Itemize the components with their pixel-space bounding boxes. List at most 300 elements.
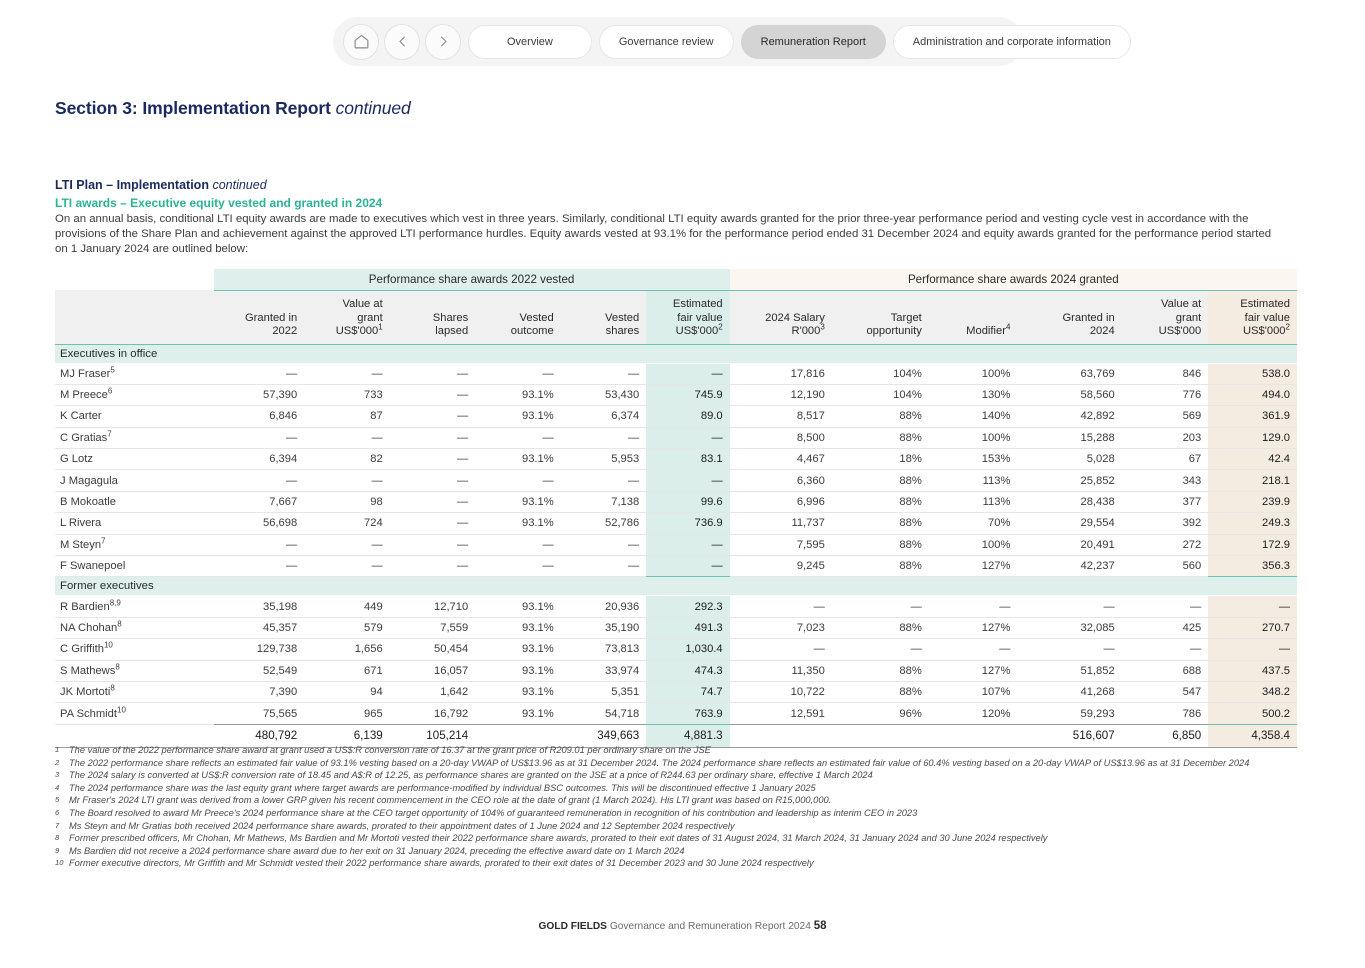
cell-modifier: 107% xyxy=(929,681,1018,702)
cell-salary24: 9,245 xyxy=(730,556,832,577)
cell-granted2024: 63,769 xyxy=(1017,363,1121,384)
cell-efv24: 500.2 xyxy=(1208,703,1297,724)
footnote-text: Ms Steyn and Mr Gratias both received 2024 performance share awards, prorated to their appointment dates of 1 June 2024 and 12 September 2024 respectively xyxy=(69,820,735,831)
cell-lapsed: — xyxy=(390,449,476,470)
cell-salary24: 10,722 xyxy=(730,681,832,702)
cell-salary24: 8,517 xyxy=(730,406,832,427)
footnote-text: The 2024 performance share was the last equity grant where target awards are performance-modified by individual BSC outcomes. This will be discontinued effective 1 January 2025 xyxy=(69,782,816,793)
cell-granted2022: 57,390 xyxy=(214,384,305,405)
cell-efv24: 239.9 xyxy=(1208,491,1297,512)
footnote-number: 6 xyxy=(55,807,60,817)
section-header-row xyxy=(55,344,1297,363)
cell-outcome: — xyxy=(475,427,561,448)
cell-target: 88% xyxy=(832,427,929,448)
table-row xyxy=(55,534,1297,555)
row-executive-name: R Bardien$^{8,9}$ xyxy=(55,596,214,617)
total-efv24: 4,358.4 xyxy=(1208,724,1297,747)
footnote-item xyxy=(55,757,1305,770)
cell-vshares: — xyxy=(561,470,647,491)
total-valgrant24: 6,850 xyxy=(1122,724,1209,747)
cell-salary24: 4,467 xyxy=(730,449,832,470)
cell-outcome: 93.1% xyxy=(521,707,554,720)
cell-modifier: 70% xyxy=(929,513,1018,534)
column-header-name xyxy=(55,290,214,344)
cell-efv22: 1,030.4 xyxy=(646,639,729,660)
table-row xyxy=(55,406,1297,427)
cell-granted2022: — xyxy=(214,470,305,491)
cell-modifier: 127% xyxy=(929,660,1018,681)
cell-efv22: 89.0 xyxy=(646,406,729,427)
footnote-number: 4 xyxy=(55,782,60,792)
cell-target: 88% xyxy=(832,617,929,638)
cell-granted2022: — xyxy=(214,556,305,577)
cell-granted2024: 51,852 xyxy=(1017,660,1121,681)
footnote-number: 7 xyxy=(55,820,60,830)
cell-valgrant24: 846 xyxy=(1122,363,1209,384)
cell-efv24: 42.4 xyxy=(1208,449,1297,470)
cell-valgrant22: 94 xyxy=(304,681,390,702)
row-executive-name: NA Chohan$^8$ xyxy=(55,617,214,638)
footnote-text: Former executive directors, Mr Griffith and Mr Schmidt vested their 2022 performance share awards, prorated to their exit dates of 31 December 2023 and 30 June 2024 respectively xyxy=(69,858,814,869)
footnote-text: Ms Bardien did not receive a 2024 performance share award due to her exit on 31 January 2024, preceding the effective award date on 1 March 2024 xyxy=(69,845,685,856)
cell-valgrant22: — xyxy=(304,427,390,448)
cell-lapsed: — xyxy=(390,363,476,384)
cell-lapsed: — xyxy=(390,534,476,555)
cell-efv22: 763.9 xyxy=(646,703,729,724)
cell-valgrant22: 87 xyxy=(304,406,390,427)
cell-lapsed: — xyxy=(390,427,476,448)
cell-valgrant24: — xyxy=(1122,639,1209,660)
arrow-right-icon[interactable] xyxy=(425,24,461,60)
lti-plan-heading xyxy=(55,178,267,192)
page-title-main: Section 3: Implementation Report xyxy=(55,98,336,118)
cell-outcome: 93.1% xyxy=(475,406,561,427)
cell-granted2024: 5,028 xyxy=(1017,449,1121,470)
cell-valgrant24: 560 xyxy=(1122,556,1209,577)
table-row xyxy=(55,660,1297,681)
tab-remuneration-report[interactable]: Remuneration Report xyxy=(741,25,886,59)
row-executive-name: L Rivera xyxy=(55,513,214,534)
table-row xyxy=(55,449,1297,470)
cell-granted2022: — xyxy=(214,534,305,555)
cell-target: 88% xyxy=(832,681,929,702)
cell-valgrant22: 724 xyxy=(304,513,390,534)
cell-outcome: — xyxy=(475,556,561,577)
cell-granted2022: 7,390 xyxy=(214,681,305,702)
cell-granted2022: — xyxy=(214,363,305,384)
cell-vshares: — xyxy=(561,556,647,577)
cell-modifier: 113% xyxy=(929,491,1018,512)
table-row xyxy=(55,681,1297,702)
cell-modifier: 120% xyxy=(981,707,1011,720)
group-header-2024-granted: Performance share awards 2024 granted xyxy=(730,269,1297,290)
table-row xyxy=(55,384,1297,405)
cell-target: 104% xyxy=(832,384,929,405)
cell-granted2024: 15,288 xyxy=(1017,427,1121,448)
cell-modifier: 113% xyxy=(929,470,1018,491)
cell-outcome: 93.1% xyxy=(475,617,561,638)
tab-administration-and-corporate-information[interactable]: Administration and corporate information xyxy=(893,25,1131,59)
cell-granted2024: 32,085 xyxy=(1017,617,1121,638)
cell-modifier: 100% xyxy=(929,534,1018,555)
cell-efv22: — xyxy=(646,556,729,577)
cell-efv24: 129.0 xyxy=(1208,427,1297,448)
cell-efv24: 172.9 xyxy=(1208,534,1297,555)
cell-efv22: 74.7 xyxy=(646,681,729,702)
column-header-target: Target opportunity xyxy=(832,290,929,344)
cell-efv24: 249.3 xyxy=(1208,513,1297,534)
section-header-row xyxy=(55,577,1297,596)
cell-target: 88% xyxy=(832,406,929,427)
cell-salary24: — xyxy=(730,639,832,660)
cell-granted2024: — xyxy=(1017,639,1121,660)
page-title-continued: continued xyxy=(335,98,411,118)
cell-target: 88% xyxy=(832,556,929,577)
cell-granted2022: 45,357 xyxy=(214,617,305,638)
cell-valgrant24: 776 xyxy=(1122,384,1209,405)
footnote-text: Former prescribed officers, Mr Chohan, Mr Mathews, Ms Bardien and Mr Mortoti vested their 2022 performance share awards, prorated to their exit dates of 31 August 2024, 31 March 2024, 31 January 2024 and 30 June 2024 respectively xyxy=(69,833,1048,844)
cell-salary24: 12,591 xyxy=(790,707,825,720)
footnote-number: 3 xyxy=(55,770,60,780)
cell-valgrant24: 343 xyxy=(1122,470,1209,491)
cell-target: 88% xyxy=(832,534,929,555)
cell-valgrant22: — xyxy=(304,470,390,491)
footnotes-list xyxy=(55,744,1305,870)
page-title xyxy=(55,98,411,119)
cell-valgrant22: 1,656 xyxy=(304,639,390,660)
cell-salary24: 12,190 xyxy=(730,384,832,405)
cell-granted2024: 59,293 xyxy=(1080,707,1115,720)
cell-modifier: 140% xyxy=(929,406,1018,427)
cell-valgrant22: — xyxy=(304,534,390,555)
cell-lapsed: — xyxy=(390,491,476,512)
footnote-item xyxy=(55,820,1305,833)
footer-document-title: Governance and Remuneration Report 2024 xyxy=(606,921,814,932)
cell-granted2022: 129,738 xyxy=(214,639,305,660)
table-row xyxy=(55,491,1297,512)
row-executive-name: M Steyn$^7$ xyxy=(55,534,214,555)
tab-overview[interactable]: Overview xyxy=(468,25,592,59)
cell-target: 88% xyxy=(832,513,929,534)
page-footer xyxy=(0,920,1365,932)
cell-efv22: 474.3 xyxy=(646,660,729,681)
cell-efv24: 494.0 xyxy=(1208,384,1297,405)
cell-target: — xyxy=(832,639,929,660)
cell-granted2022: 75,565 xyxy=(263,707,298,720)
cell-lapsed: 7,559 xyxy=(390,617,476,638)
cell-granted2024: 58,560 xyxy=(1017,384,1121,405)
footer-brand: GOLD FIELDS xyxy=(538,921,607,932)
footnote-number: 2 xyxy=(55,757,60,767)
cell-granted2024: 42,892 xyxy=(1017,406,1121,427)
cell-outcome: 93.1% xyxy=(475,491,561,512)
cell-target: 88% xyxy=(832,660,929,681)
cell-vshares: 7,138 xyxy=(561,491,647,512)
cell-outcome: 93.1% xyxy=(475,513,561,534)
table-group-header-row xyxy=(55,269,1297,290)
cell-modifier: 100% xyxy=(929,363,1018,384)
cell-valgrant24: 203 xyxy=(1122,427,1209,448)
cell-valgrant24: 425 xyxy=(1122,617,1209,638)
row-executive-name: C Griffith$^{10}$ xyxy=(55,639,214,660)
row-executive-name: K Carter xyxy=(55,406,214,427)
cell-valgrant24: 547 xyxy=(1122,681,1209,702)
cell-valgrant24: 377 xyxy=(1122,491,1209,512)
cell-granted2024: 28,438 xyxy=(1017,491,1121,512)
footnote-item xyxy=(55,794,1305,807)
row-executive-name: M Preece$^6$ xyxy=(55,384,214,405)
cell-modifier: 100% xyxy=(929,427,1018,448)
cell-outcome: — xyxy=(475,470,561,491)
row-executive-name: F Swanepoel xyxy=(55,556,214,577)
footnote-number: 1 xyxy=(55,745,60,754)
cell-salary24: 17,816 xyxy=(730,363,832,384)
cell-efv22: 491.3 xyxy=(646,617,729,638)
cell-efv24: 218.1 xyxy=(1208,470,1297,491)
cell-salary24: 6,996 xyxy=(730,491,832,512)
cell-vshares: 73,813 xyxy=(561,639,647,660)
cell-granted2022: — xyxy=(214,427,305,448)
cell-efv24: 361.9 xyxy=(1208,406,1297,427)
top-navigation-bar xyxy=(333,17,1111,66)
cell-efv24: 437.5 xyxy=(1208,660,1297,681)
cell-granted2022: 52,549 xyxy=(214,660,305,681)
table-row xyxy=(55,513,1297,534)
footnote-text: The value of the 2022 performance share award at grant used a US$:R conversion rate of 16.37 at the grant price of R209.01 per ordinary share on the JSE xyxy=(69,745,711,755)
cell-valgrant24: 272 xyxy=(1122,534,1209,555)
cell-salary24: 7,023 xyxy=(730,617,832,638)
cell-vshares: — xyxy=(561,427,647,448)
cell-vshares: 52,786 xyxy=(561,513,647,534)
cell-target: 96% xyxy=(899,707,922,720)
column-header-valgrant24: Value at grant US$'000 xyxy=(1122,290,1209,344)
row-executive-name: PA Schmidt$^{10}$ xyxy=(55,703,214,724)
cell-modifier: — xyxy=(929,639,1018,660)
table-row xyxy=(55,703,1297,724)
cell-valgrant22: 733 xyxy=(304,384,390,405)
cell-efv24: 356.3 xyxy=(1208,556,1297,577)
cell-modifier: 127% xyxy=(929,556,1018,577)
cell-salary24: 8,500 xyxy=(730,427,832,448)
cell-vshares: 20,936 xyxy=(561,596,647,617)
cell-modifier: 130% xyxy=(929,384,1018,405)
cell-salary24: 6,360 xyxy=(730,470,832,491)
cell-modifier: 127% xyxy=(929,617,1018,638)
cell-salary24: 7,595 xyxy=(730,534,832,555)
cell-outcome: 93.1% xyxy=(475,660,561,681)
cell-efv22: 736.9 xyxy=(646,513,729,534)
total-efv22: 4,881.3 xyxy=(646,724,729,747)
cell-efv22: 292.3 xyxy=(646,596,729,617)
cell-salary24: 11,737 xyxy=(730,513,832,534)
row-executive-name: S Mathews$^8$ xyxy=(55,660,214,681)
cell-lapsed: — xyxy=(390,513,476,534)
footer-page-number: 58 xyxy=(813,920,827,932)
lti-plan-heading-main: LTI Plan – Implementation xyxy=(55,178,213,192)
group-header-spacer xyxy=(55,269,214,290)
cell-lapsed: — xyxy=(390,556,476,577)
footnote-item xyxy=(55,769,1305,782)
total-vshares: 349,663 xyxy=(561,724,647,747)
cell-lapsed: — xyxy=(390,384,476,405)
cell-valgrant22: 449 xyxy=(304,596,390,617)
cell-salary24: 11,350 xyxy=(730,660,832,681)
intro-paragraph: On an annual basis, conditional LTI equity awards are made to executives which vest in three years. Similarly, conditional LTI equity awards granted for the prior three-year performance period and vesting cycle vest in accordance with the provisions of the Share Plan and achievement against the approved LTI performance hurdles. Equity awards vested at 93.1% for the performance period ended 31 December 2024 and equity awards granted for the performance period started on 1 January 2024 are outlined below: xyxy=(55,213,1272,256)
table-row xyxy=(55,427,1297,448)
row-executive-name: G Lotz xyxy=(55,449,214,470)
cell-efv24: 538.0 xyxy=(1208,363,1297,384)
cell-granted2022: 35,198 xyxy=(214,596,305,617)
cell-modifier: 153% xyxy=(929,449,1018,470)
footnote-number: 9 xyxy=(55,845,60,855)
column-header-vshares: Vested shares xyxy=(561,290,647,344)
cell-valgrant24: 786 xyxy=(1182,707,1202,720)
cell-valgrant24: 569 xyxy=(1122,406,1209,427)
total-valgrant22: 6,139 xyxy=(304,724,390,747)
cell-vshares: 33,974 xyxy=(561,660,647,681)
cell-valgrant24: — xyxy=(1122,596,1209,617)
cell-valgrant22: — xyxy=(304,556,390,577)
footnote-text: The 2022 performance share reflects an estimated fair value of 93.1% vesting based on a 20-day VWAP of US$13.96 as at 31 December 2024. The 2024 performance share reflects an estimated fair value of 60.4% vesting based on a 20-day VWAP of US$13.96 as at 31 December 2024 xyxy=(69,757,1250,768)
cell-granted2022: 6,846 xyxy=(214,406,305,427)
lti-plan-heading-continued: continued xyxy=(212,178,267,192)
cell-target: 18% xyxy=(832,449,929,470)
cell-granted2024: 42,237 xyxy=(1017,556,1121,577)
cell-lapsed: 50,454 xyxy=(390,639,476,660)
cell-valgrant22: 965 xyxy=(364,707,383,720)
cell-vshares: — xyxy=(561,534,647,555)
table-body xyxy=(55,344,1297,747)
lti-awards-table xyxy=(55,269,1297,748)
footnote-number: 10 xyxy=(55,858,64,868)
table-row xyxy=(55,470,1297,491)
cell-valgrant24: 392 xyxy=(1122,513,1209,534)
cell-granted2024: 20,491 xyxy=(1017,534,1121,555)
row-executive-name: B Mokoatle xyxy=(55,491,214,512)
cell-vshares: 54,718 xyxy=(605,707,640,720)
row-executive-name: J Magagula xyxy=(55,470,214,491)
cell-outcome: 93.1% xyxy=(475,639,561,660)
row-executive-name: MJ Fraser$^5$ xyxy=(55,363,214,384)
footnote-item xyxy=(55,832,1305,845)
cell-granted2022: 56,698 xyxy=(214,513,305,534)
footnote-item xyxy=(55,807,1305,820)
total-granted2024: 516,607 xyxy=(1017,724,1121,747)
home-icon[interactable] xyxy=(343,24,379,60)
section-title: Executives in office xyxy=(55,344,1297,363)
footnote-number: 5 xyxy=(55,795,60,805)
cell-outcome: — xyxy=(475,363,561,384)
cell-valgrant22: 671 xyxy=(304,660,390,681)
footnote-number: 8 xyxy=(55,833,60,843)
cell-efv24: — xyxy=(1208,639,1297,660)
tab-governance-review[interactable]: Governance review xyxy=(599,25,734,59)
column-header-efv22: Estimated fair value $US\$'000^2$ xyxy=(646,290,729,344)
column-header-lapsed: Shares lapsed xyxy=(390,290,476,344)
group-header-2022-vested: Performance share awards 2022 vested xyxy=(214,269,730,290)
cell-efv22: 99.6 xyxy=(646,491,729,512)
cell-efv22: — xyxy=(646,470,729,491)
cell-granted2022: 7,667 xyxy=(214,491,305,512)
cell-lapsed: — xyxy=(390,406,476,427)
footnote-item xyxy=(55,744,1305,757)
cell-outcome: 93.1% xyxy=(475,596,561,617)
cell-granted2024: 25,852 xyxy=(1017,470,1121,491)
cell-efv24: 270.7 xyxy=(1208,617,1297,638)
cell-efv22: — xyxy=(646,534,729,555)
cell-granted2022: 6,394 xyxy=(214,449,305,470)
cell-valgrant24: 67 xyxy=(1122,449,1209,470)
cell-outcome: 93.1% xyxy=(475,449,561,470)
cell-lapsed: 16,057 xyxy=(390,660,476,681)
table-row xyxy=(55,639,1297,660)
cell-modifier: — xyxy=(929,596,1018,617)
cell-salary24: — xyxy=(730,596,832,617)
table-row xyxy=(55,363,1297,384)
total-lapsed: 105,214 xyxy=(390,724,476,747)
arrow-left-icon[interactable] xyxy=(384,24,420,60)
footnote-text: The Board resolved to award Mr Preece's 2024 performance share at the CEO target opportunity of 104% of guaranteed remuneration in recognition of his contribution and leadership as interim CEO in 2023 xyxy=(69,807,918,818)
cell-vshares: 5,953 xyxy=(561,449,647,470)
row-executive-name: C Gratias$^7$ xyxy=(55,427,214,448)
cell-vshares: 5,351 xyxy=(561,681,647,702)
cell-valgrant22: 98 xyxy=(304,491,390,512)
column-header-outcome: Vested outcome xyxy=(475,290,561,344)
cell-granted2024: — xyxy=(1017,596,1121,617)
table-row xyxy=(55,617,1297,638)
cell-granted2024: 41,268 xyxy=(1017,681,1121,702)
cell-target: — xyxy=(832,596,929,617)
column-header-modifier: Modifier$^4$ xyxy=(929,290,1018,344)
footnote-text: The 2024 salary is converted at US$:R conversion rate of 18.45 and A$:R of 12.25, as performance shares are granted on the JSE at a price of R244.63 per ordinary share, effective 1 March 2024 xyxy=(69,770,873,781)
cell-valgrant22: — xyxy=(304,363,390,384)
footnote-item xyxy=(55,857,1305,870)
cell-efv24: — xyxy=(1208,596,1297,617)
column-header-valgrant22: Value at grant $US\$'000^1$ xyxy=(304,290,390,344)
column-header-granted2022: Granted in 2022 xyxy=(214,290,305,344)
cell-vshares: 53,430 xyxy=(561,384,647,405)
cell-lapsed: 16,792 xyxy=(434,707,469,720)
cell-vshares: — xyxy=(561,363,647,384)
cell-outcome: — xyxy=(475,534,561,555)
cell-efv22: 83.1 xyxy=(646,449,729,470)
cell-target: 88% xyxy=(832,470,929,491)
cell-valgrant22: 579 xyxy=(304,617,390,638)
cell-valgrant22: 82 xyxy=(304,449,390,470)
cell-lapsed: — xyxy=(390,470,476,491)
column-header-salary24: 2024 Salary $R'000^3$ xyxy=(730,290,832,344)
cell-vshares: 35,190 xyxy=(561,617,647,638)
cell-target: 104% xyxy=(832,363,929,384)
cell-efv22: 745.9 xyxy=(646,384,729,405)
cell-efv22: — xyxy=(646,427,729,448)
footnote-text: Mr Fraser's 2024 LTI grant was derived from a lower GRP given his recent commencement in the CEO role at the date of grant (1 March 2024). His LTI grant was based on R15,000,000. xyxy=(69,795,832,806)
lti-awards-subheading: LTI awards – Executive equity vested and granted in 2024 xyxy=(55,196,383,210)
cell-valgrant24: 688 xyxy=(1122,660,1209,681)
cell-efv22: — xyxy=(646,363,729,384)
total-granted2022: 480,792 xyxy=(214,724,305,747)
cell-efv24: 348.2 xyxy=(1208,681,1297,702)
cell-lapsed: 12,710 xyxy=(390,596,476,617)
section-title: Former executives xyxy=(55,577,1297,596)
row-executive-name: JK Mortoti$^8$ xyxy=(55,681,214,702)
table-row xyxy=(55,556,1297,577)
cell-vshares: 6,374 xyxy=(561,406,647,427)
cell-target: 88% xyxy=(832,491,929,512)
cell-outcome: 93.1% xyxy=(475,681,561,702)
table-row xyxy=(55,596,1297,617)
column-header-granted2024: Granted in 2024 xyxy=(1017,290,1121,344)
